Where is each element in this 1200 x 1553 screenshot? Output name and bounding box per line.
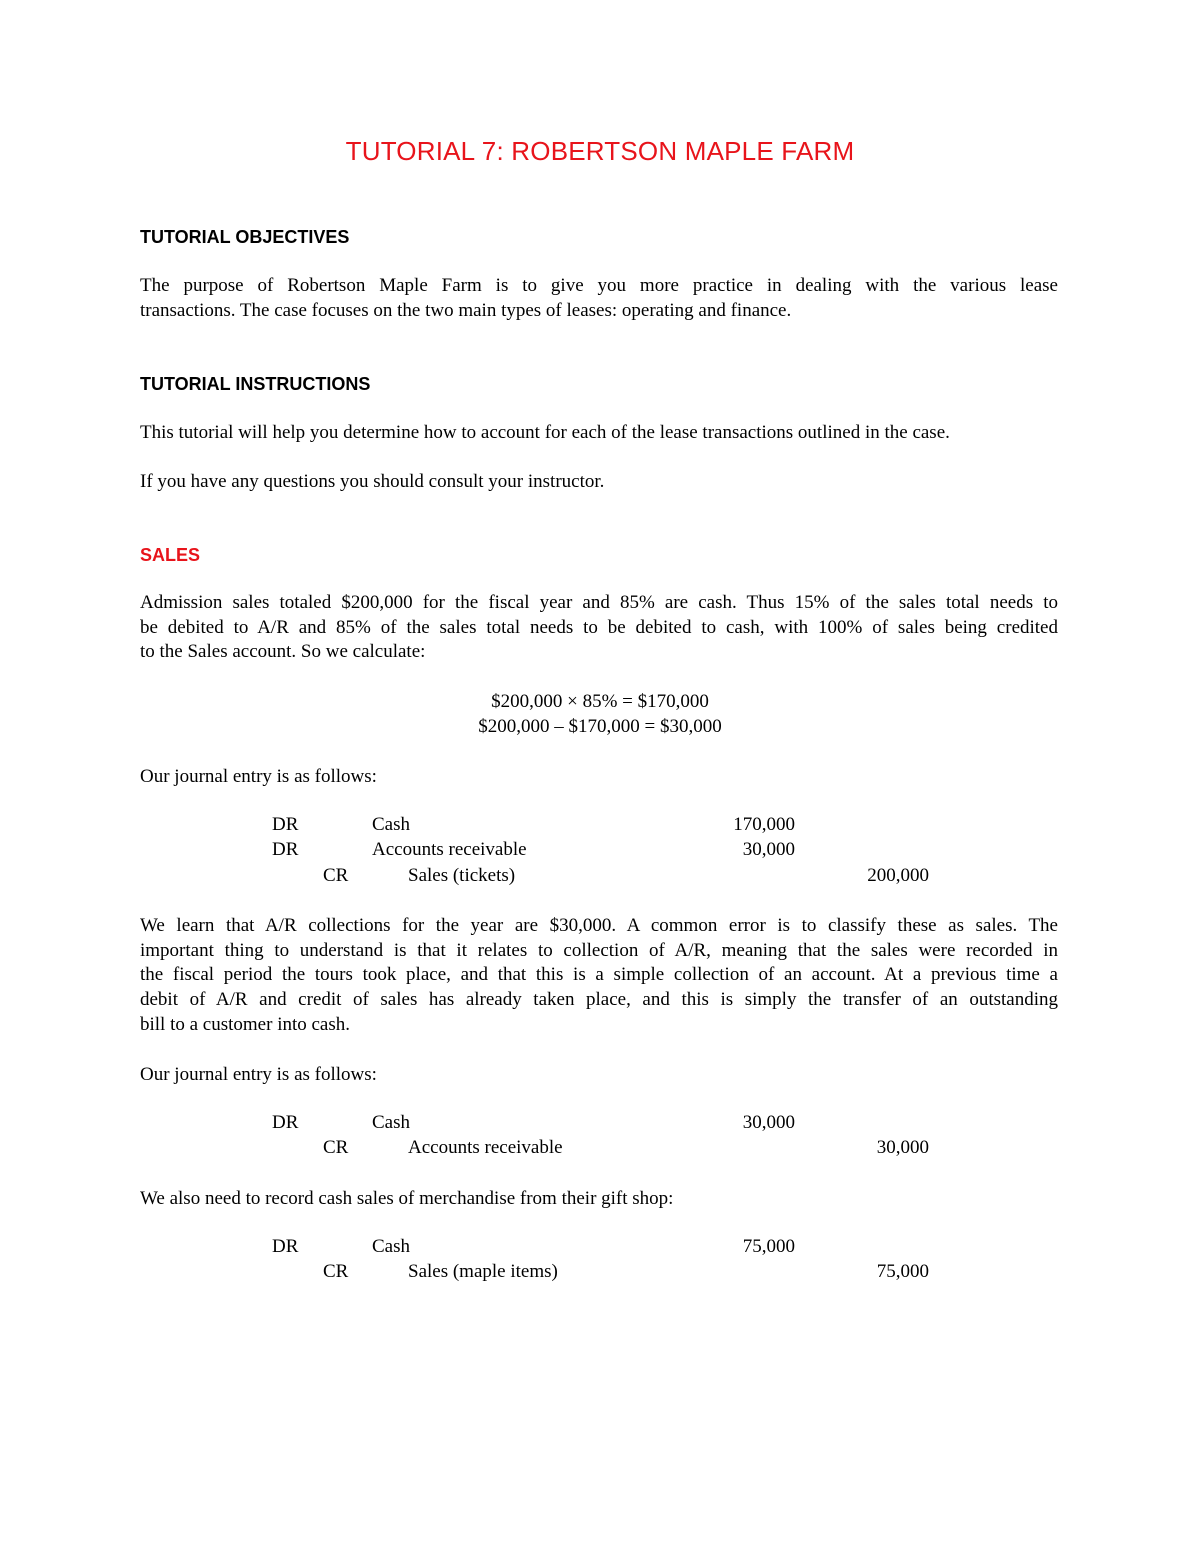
entry-type: DR: [272, 839, 299, 860]
entry-account: Cash: [372, 814, 410, 835]
entry-type: CR: [323, 1261, 349, 1282]
giftshop-paragraph: We also need to record cash sales of merchandise from their gift shop:: [140, 1188, 674, 1209]
entry-account: Sales (tickets): [408, 865, 516, 886]
text-line: to the Sales account. So we calculate:: [140, 641, 426, 663]
text-line: We learn that A/R collections for the year are $30,000. A common error is to classify these as sales. The: [140, 915, 1058, 936]
objectives-paragraph: [140, 274, 1058, 323]
instructions-paragraph-1: This tutorial will help you determine how to account for each of the lease transactions outlined in the case.: [140, 422, 950, 443]
entry-debit: 170,000: [733, 814, 795, 835]
entry-type: CR: [323, 865, 349, 886]
instructions-paragraph-2: If you have any questions you should consult your instructor.: [140, 471, 605, 492]
journal-intro: Our journal entry is as follows:: [140, 766, 377, 787]
text-line: debit of A/R and credit of sales has already taken place, and this is simply the transfer of an outstanding: [140, 989, 1058, 1011]
entry-account: Cash: [372, 1112, 410, 1133]
calculation-line: $200,000 × 85% = $170,000: [491, 691, 709, 712]
entry-credit: 200,000: [867, 865, 929, 886]
entry-debit: 30,000: [742, 1112, 795, 1133]
entry-debit: 30,000: [742, 839, 795, 860]
text-line: bill to a customer into cash.: [140, 1013, 351, 1035]
calculation-line: $200,000 – $170,000 = $30,000: [478, 716, 722, 737]
page-title: TUTORIAL 7: ROBERTSON MAPLE FARM: [345, 136, 855, 166]
journal-entry-row: [0, 1236, 1200, 1262]
collection-paragraph: [140, 914, 1058, 1038]
sales-intro-paragraph: [140, 591, 1058, 665]
entry-debit: 75,000: [742, 1236, 795, 1257]
instructions-heading: TUTORIAL INSTRUCTIONS: [140, 374, 371, 394]
entry-account: Sales (maple items): [408, 1261, 558, 1282]
entry-type: CR: [323, 1137, 349, 1158]
entry-credit: 75,000: [876, 1261, 929, 1282]
text-line: transactions. The case focuses on the two main types of leases: operating and finance.: [140, 299, 792, 321]
entry-account: Cash: [372, 1236, 410, 1257]
text-line: important thing to understand is that it relates to collection of A/R, meaning that the sales were recorded in: [140, 939, 1058, 961]
entry-account: Accounts receivable: [372, 839, 527, 860]
entry-account: Accounts receivable: [408, 1137, 563, 1158]
journal-entry-row: [0, 1112, 1200, 1138]
text-line: Admission sales totaled $200,000 for the fiscal year and 85% are cash. Thus 15% of the sales total needs to: [140, 592, 1058, 613]
journal-intro: Our journal entry is as follows:: [140, 1064, 377, 1085]
journal-entry-row: [0, 1261, 1200, 1287]
journal-entry-row: [0, 1137, 1200, 1163]
journal-entry-row: [0, 865, 1200, 891]
text-line: the fiscal period the tours took place, and that this is a simple collection of an account. At a previous time a: [140, 964, 1058, 986]
objectives-heading: TUTORIAL OBJECTIVES: [140, 227, 350, 247]
journal-entry-row: [0, 839, 1200, 865]
entry-type: DR: [272, 1112, 299, 1133]
entry-type: DR: [272, 1236, 299, 1257]
text-line: The purpose of Robertson Maple Farm is to give you more practice in dealing with the various lease: [140, 275, 1058, 296]
text-line: be debited to A/R and 85% of the sales total needs to be debited to cash, with 100% of sales being credited: [140, 616, 1058, 638]
entry-credit: 30,000: [876, 1137, 929, 1158]
entry-type: DR: [272, 814, 299, 835]
sales-heading: SALES: [140, 545, 201, 565]
journal-entry-row: [0, 814, 1200, 840]
